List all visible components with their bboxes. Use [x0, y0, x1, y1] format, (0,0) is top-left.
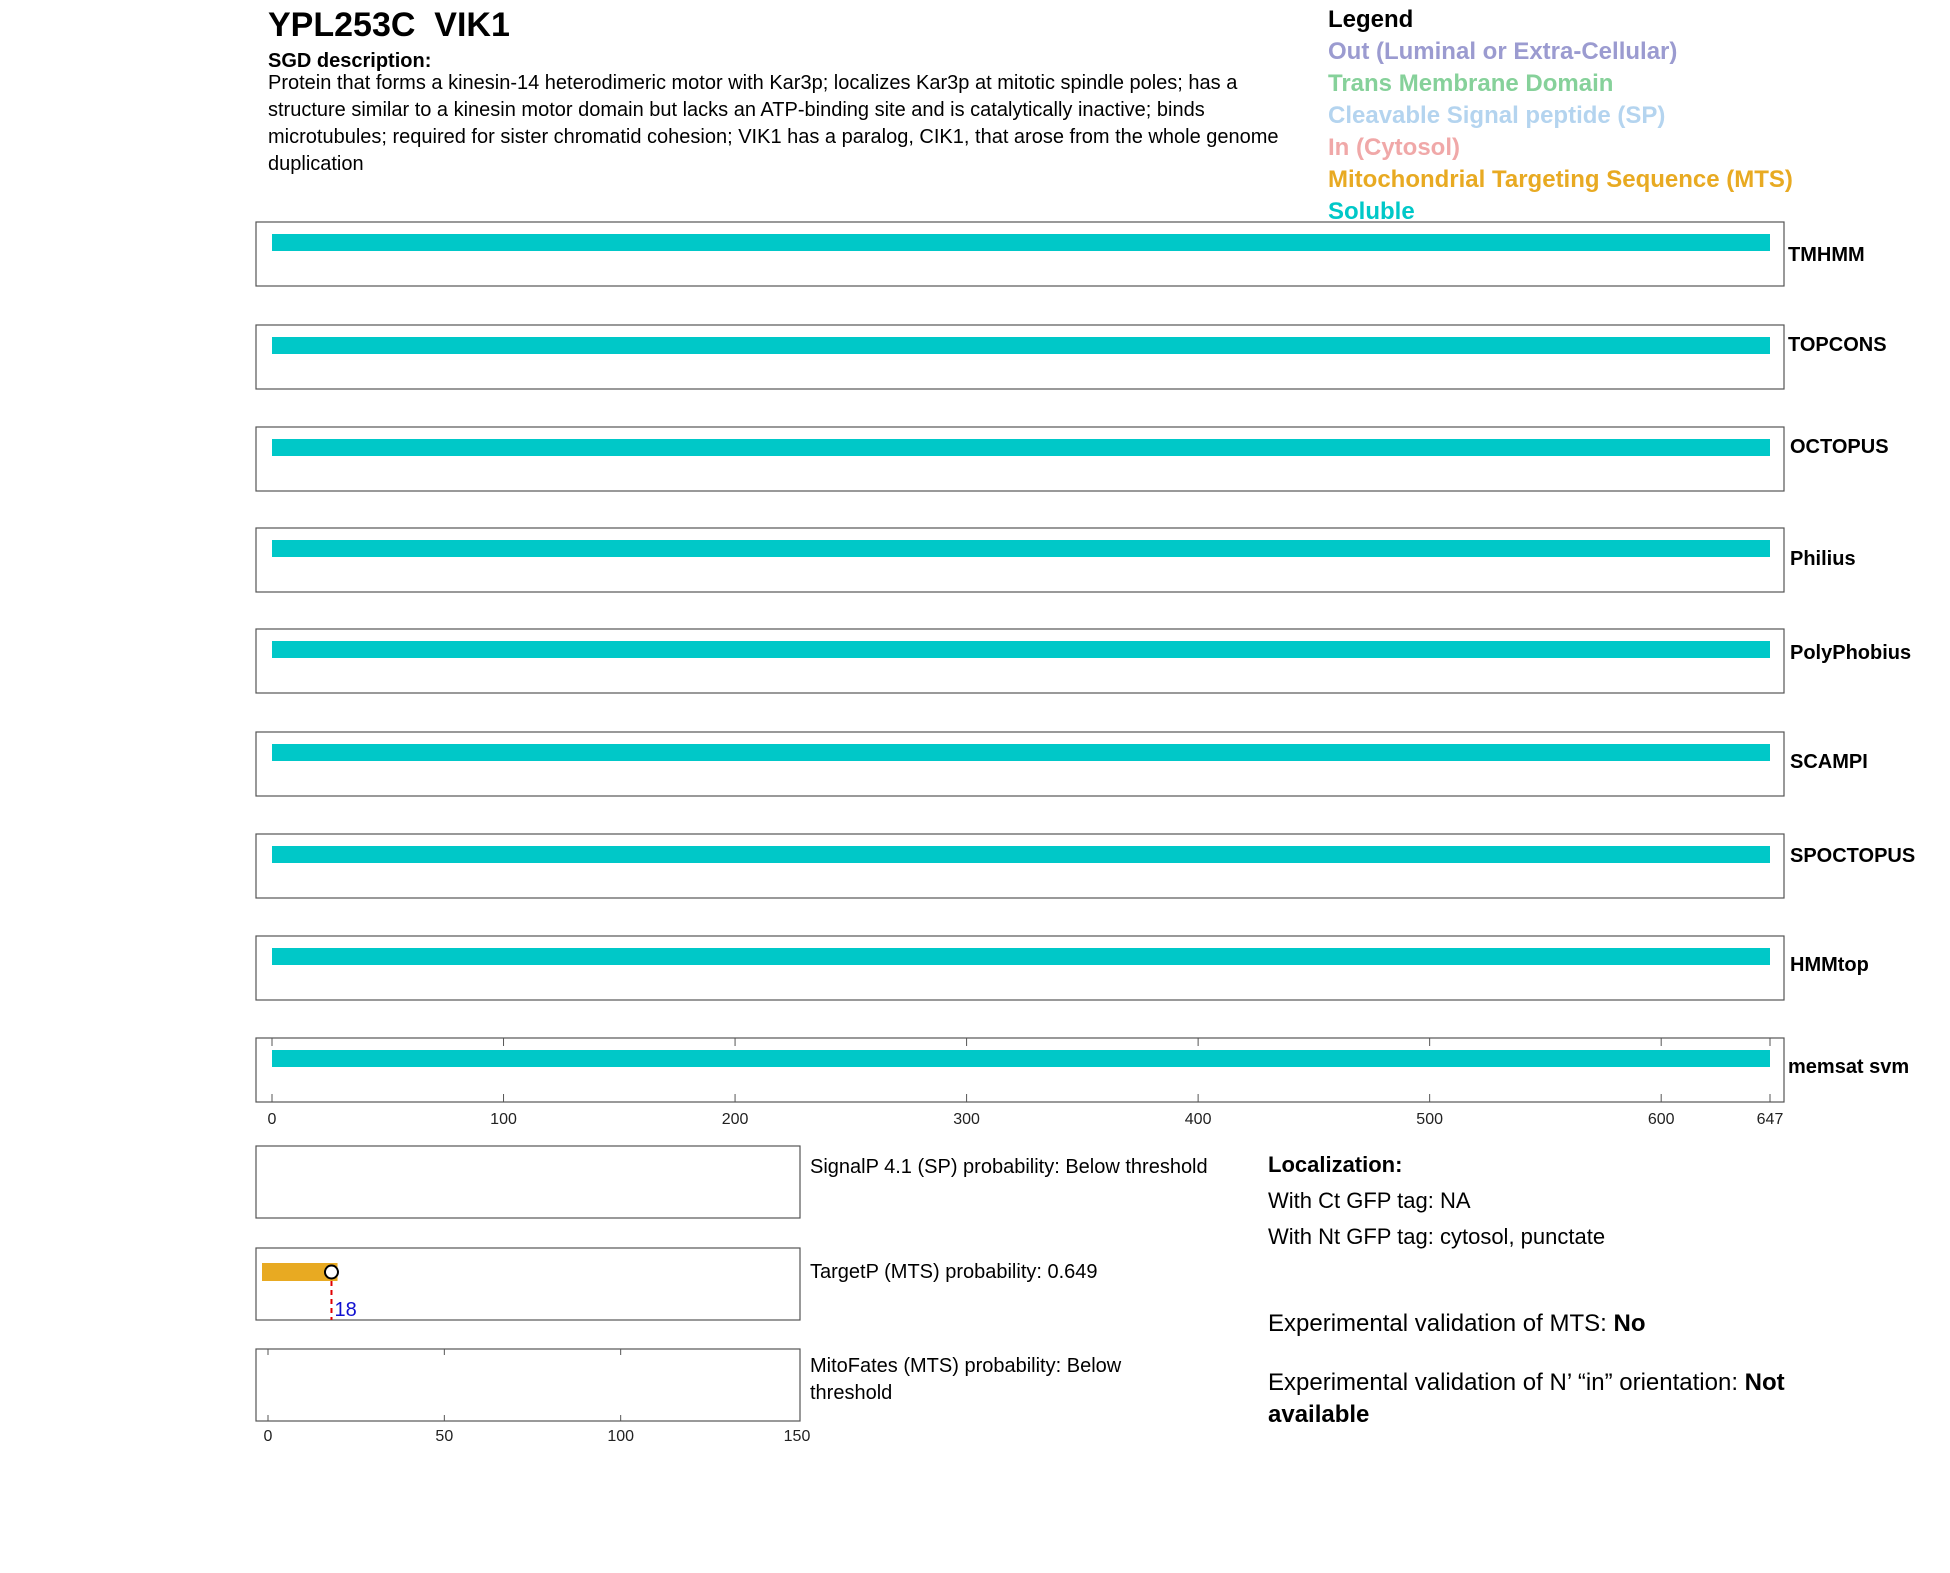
track-frame [256, 222, 1784, 286]
legend-item-in: In (Cytosol) [1328, 134, 1460, 161]
signalp-probability: SignalP 4.1 (SP) probability: Below threshold [810, 1156, 1208, 1178]
orientation-validation-value: Not available [1268, 1369, 1785, 1428]
mts-validation-label: Experimental validation of MTS: [1268, 1310, 1614, 1337]
track-frame [256, 427, 1784, 491]
track-frame [256, 629, 1784, 693]
legend-item-soluble: Soluble [1328, 198, 1415, 225]
soluble-segment-bar [272, 948, 1770, 965]
legend-item-tm: Trans Membrane Domain [1328, 70, 1614, 97]
x-tick-label: 0 [267, 1111, 277, 1128]
track-frame [256, 528, 1784, 592]
track-label-tmhmm: TMHMM [1788, 244, 1865, 266]
soluble-segment-bar [272, 846, 1770, 863]
track-frame [256, 325, 1784, 389]
track-frame [256, 1038, 1784, 1102]
soluble-segment-bar [272, 540, 1770, 557]
mini-x-tick-label: 150 [783, 1428, 811, 1445]
soluble-segment-bar [272, 234, 1770, 251]
predictor-frame [256, 1349, 800, 1421]
track-label-memsat-svm: memsat svm [1788, 1056, 1910, 1078]
mini-x-tick-label: 100 [607, 1428, 635, 1445]
soluble-segment-bar [272, 744, 1770, 761]
legend [1328, 4, 1793, 228]
mts-validation-value: No [1613, 1310, 1646, 1337]
legend-item-out: Out (Luminal or Extra-Cellular) [1328, 38, 1678, 65]
track-frame [256, 936, 1784, 1000]
track-frame [256, 732, 1784, 796]
x-tick-label: 300 [953, 1111, 980, 1128]
localization-panel [1268, 1152, 1828, 1250]
legend-title: Legend [1328, 6, 1414, 33]
orientation-validation-label: Experimental validation of N’ “in” orientation: [1268, 1369, 1745, 1396]
localization-heading: Localization: [1268, 1152, 1403, 1177]
page-title: YPL253C VIK1 [268, 6, 510, 44]
track-label-topcons: TOPCONS [1788, 334, 1887, 356]
track-label-hmmtop: HMMtop [1790, 954, 1869, 976]
soluble-segment-bar [272, 641, 1770, 658]
cleavage-site-marker [325, 1266, 338, 1279]
x-tick-label: 500 [1416, 1111, 1444, 1128]
legend-item-mts: Mitochondrial Targeting Sequence (MTS) [1328, 166, 1793, 193]
predictor-frame [256, 1146, 800, 1218]
orientation-validation [1268, 1367, 1868, 1431]
soluble-segment-bar [272, 337, 1770, 354]
track-label-octopus: OCTOPUS [1790, 436, 1889, 458]
x-tick-label: 647 [1756, 1111, 1784, 1128]
track-label-polyphobius: PolyPhobius [1790, 642, 1912, 664]
targetp-probability: TargetP (MTS) probability: 0.649 [810, 1261, 1098, 1283]
soluble-segment-bar [272, 439, 1770, 456]
cleavage-site-label: 18 [334, 1299, 357, 1321]
x-tick-label: 600 [1647, 1111, 1675, 1128]
sgd-description-text: Protein that forms a kinesin-14 heterodimeric motor with Kar3p; localizes Kar3p at mitotic spindle poles; has a structure similar to a kinesin motor domain but lacks an ATP-binding site and is catalytically inactive; binds microtubules; required for sister chromatid cohesion; VIK1 has a paralog, CIK1, that arose from the whole genome duplication [268, 72, 1279, 175]
localization-nt-gfp: With Nt GFP tag: cytosol, punctate [1268, 1224, 1606, 1249]
mini-x-tick-label: 50 [435, 1428, 454, 1445]
sgd-description-heading: SGD description: [268, 50, 432, 72]
track-frame [256, 834, 1784, 898]
track-label-spoctopus: SPOCTOPUS [1790, 845, 1916, 867]
soluble-segment-bar [272, 1050, 1770, 1067]
mitofates-probability: MitoFates (MTS) probability: Below threshold [810, 1355, 1122, 1404]
x-tick-label: 400 [1184, 1111, 1212, 1128]
track-label-scampi: SCAMPI [1790, 751, 1868, 773]
localization-ct-gfp: With Ct GFP tag: NA [1268, 1188, 1471, 1213]
x-tick-label: 100 [490, 1111, 517, 1128]
x-tick-label: 200 [721, 1111, 749, 1128]
track-label-philius: Philius [1790, 548, 1856, 570]
legend-item-sp: Cleavable Signal peptide (SP) [1328, 102, 1666, 129]
mts-validation [1268, 1308, 1868, 1340]
mini-x-tick-label: 0 [263, 1428, 273, 1445]
